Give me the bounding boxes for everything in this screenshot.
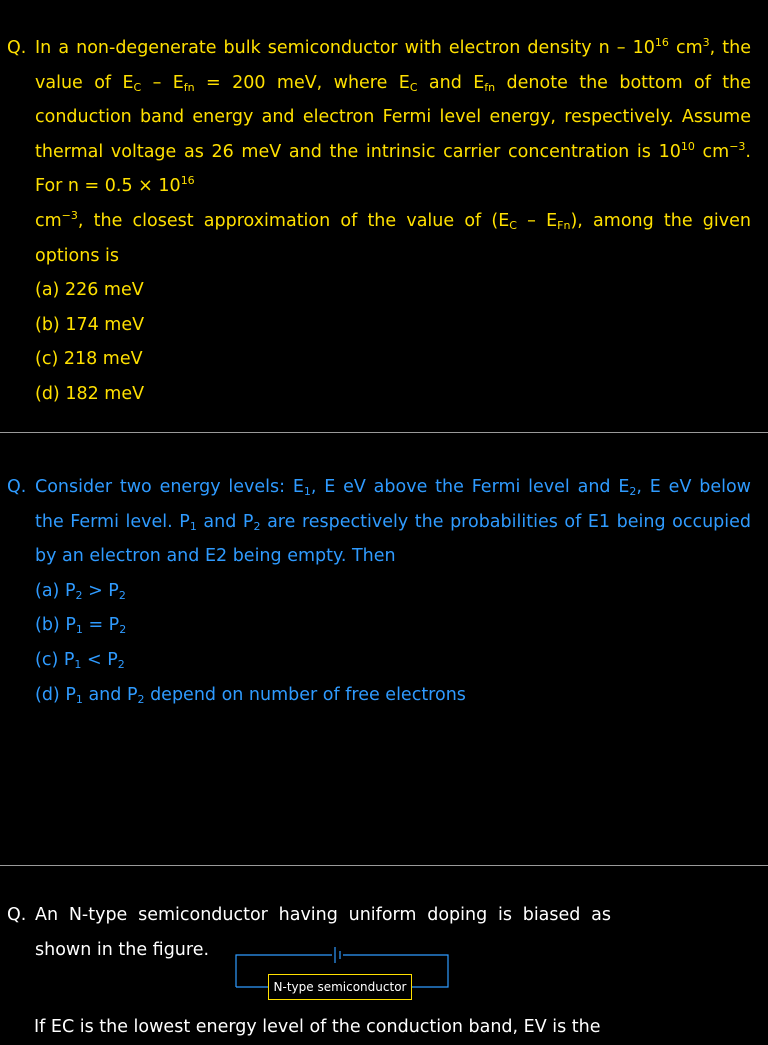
- option-b: (b) $P_1 = P_2$: [35, 615, 127, 637]
- option-b: (b) 174 meV: [35, 314, 145, 335]
- option-c: (c) 218 meV: [35, 349, 143, 370]
- option-a: (a) $P_2 > P_2$: [35, 580, 126, 602]
- question-2: [0, 470, 768, 712]
- option-d: (d) $P_1$ and $P_2$ depend on number of free electrons: [35, 684, 466, 706]
- cut-off-text: If EC is the lowest energy level of the conduction band, EV is the: [34, 1017, 601, 1037]
- n-type-semiconductor-box: N-type semiconductor: [268, 974, 412, 1000]
- question-marker: Q.: [7, 905, 27, 925]
- question-2-text: Consider two energy levels: $E_1$, E eV above the Fermi level and $E_2$, E eV below the Fermi level. $P_1$ and $P_2$ are respectively the probabilities of E1 being occupied by an electron and E2 being empty. Then: [35, 477, 752, 567]
- divider: [0, 865, 768, 866]
- circuit-figure: [234, 940, 452, 1002]
- option-d: (d) 182 meV: [35, 383, 145, 404]
- question-marker: Q.: [7, 38, 27, 58]
- question-marker: Q.: [7, 477, 27, 497]
- question-3-text: An N-type semiconductor having uniform doping is biased as shown in the figure.: [35, 905, 611, 960]
- divider: [0, 432, 768, 433]
- question-1: [0, 31, 768, 412]
- option-c: (c) $P_1 < P_2$: [35, 649, 125, 671]
- option-a: (a) 226 meV: [35, 280, 144, 301]
- question-1-text: In a non-degenerate bulk semiconductor with electron density n – $10^{16}$ $cm^3$, the value of $E_C - E_{fn} = 200$ meV, where $E_C$ and $E_{fn}$ denote the bottom of the conduction band energy and electron Fermi level energy, respectively. Assume thermal voltage as 26 meV and the intrinsic carrier concentration is $10^{10}$ $cm^{-3}$. For $n = 0.5 \times 10^{16}$ $cm^{-3}$, the closest approximation of the value of $(E_C - E_{Fn})$, among the given options is: [35, 36, 752, 266]
